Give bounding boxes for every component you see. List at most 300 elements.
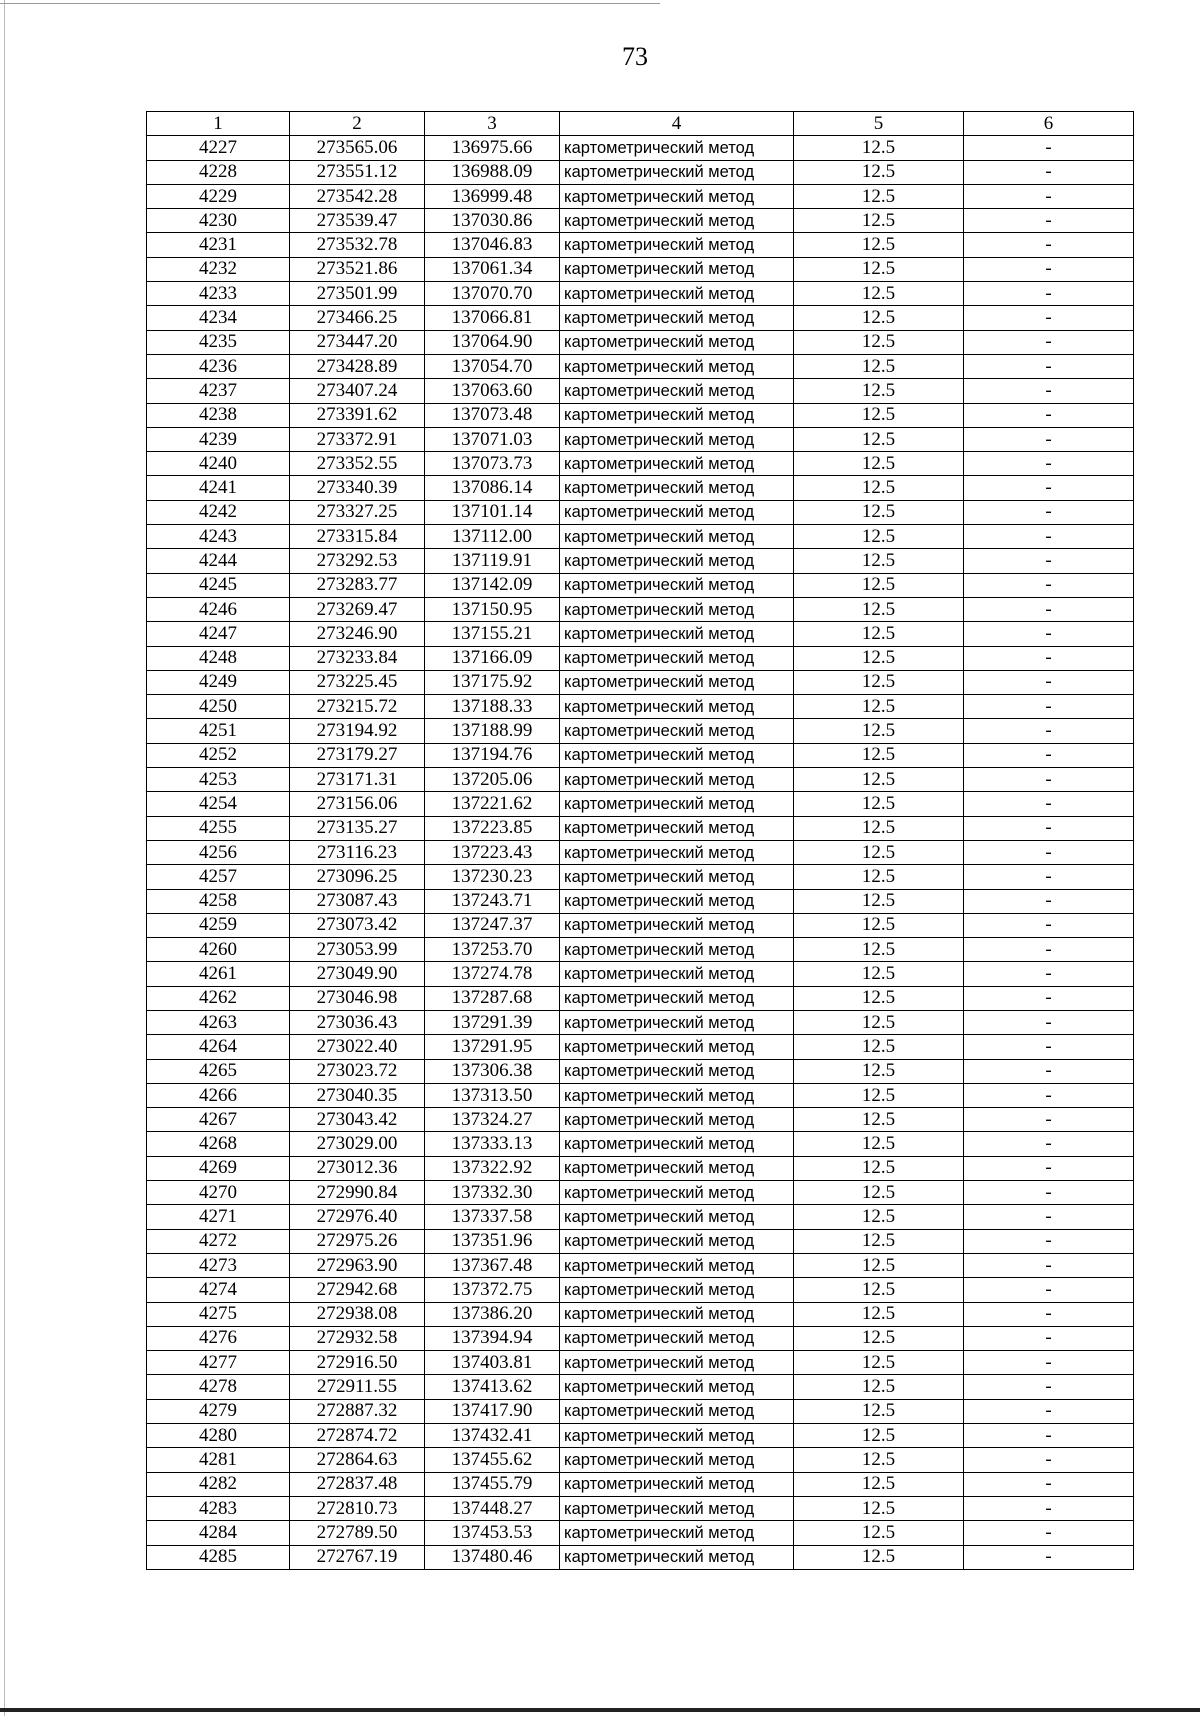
accuracy-cell: 12.5 <box>794 330 964 354</box>
point-number-cell: 4241 <box>147 476 290 500</box>
table-row <box>147 1108 1134 1132</box>
method-cell: картометрический метод <box>560 1253 794 1277</box>
method-cell: картометрический метод <box>560 1496 794 1520</box>
method-cell: картометрический метод <box>560 1108 794 1132</box>
point-number-cell: 4272 <box>147 1229 290 1253</box>
y-coordinate-cell: 137188.33 <box>425 695 560 719</box>
table-row <box>147 1278 1134 1302</box>
point-number-cell: 4259 <box>147 913 290 937</box>
description-cell: - <box>964 840 1134 864</box>
method-cell: картометрический метод <box>560 1205 794 1229</box>
accuracy-cell: 12.5 <box>794 1399 964 1423</box>
method-cell: картометрический метод <box>560 379 794 403</box>
table-row <box>147 1399 1134 1423</box>
description-cell: - <box>964 889 1134 913</box>
point-number-cell: 4263 <box>147 1010 290 1034</box>
table-row <box>147 1253 1134 1277</box>
method-cell: картометрический метод <box>560 1472 794 1496</box>
accuracy-cell: 12.5 <box>794 1326 964 1350</box>
table-row <box>147 1205 1134 1229</box>
method-cell: картометрический метод <box>560 257 794 281</box>
description-cell: - <box>964 1083 1134 1107</box>
table-row <box>147 427 1134 451</box>
point-number-cell: 4255 <box>147 816 290 840</box>
accuracy-cell: 12.5 <box>794 1448 964 1472</box>
point-number-cell: 4231 <box>147 233 290 257</box>
table-row <box>147 622 1134 646</box>
table-row <box>147 1545 1134 1569</box>
point-number-cell: 4264 <box>147 1035 290 1059</box>
y-coordinate-cell: 137166.09 <box>425 646 560 670</box>
accuracy-cell: 12.5 <box>794 1181 964 1205</box>
y-coordinate-cell: 137243.71 <box>425 889 560 913</box>
accuracy-cell: 12.5 <box>794 1108 964 1132</box>
description-cell: - <box>964 1448 1134 1472</box>
y-coordinate-cell: 137322.92 <box>425 1156 560 1180</box>
method-cell: картометрический метод <box>560 282 794 306</box>
point-number-cell: 4284 <box>147 1521 290 1545</box>
x-coordinate-cell: 273053.99 <box>290 938 425 962</box>
table-row <box>147 525 1134 549</box>
description-cell: - <box>964 1278 1134 1302</box>
method-cell: картометрический метод <box>560 1229 794 1253</box>
description-cell: - <box>964 330 1134 354</box>
point-number-cell: 4239 <box>147 427 290 451</box>
point-number-cell: 4280 <box>147 1424 290 1448</box>
point-number-cell: 4248 <box>147 646 290 670</box>
column-header: 3 <box>425 112 560 136</box>
table-row <box>147 816 1134 840</box>
table-row <box>147 913 1134 937</box>
point-number-cell: 4252 <box>147 743 290 767</box>
y-coordinate-cell: 137230.23 <box>425 865 560 889</box>
table-row <box>147 209 1134 233</box>
y-coordinate-cell: 137073.48 <box>425 403 560 427</box>
point-number-cell: 4273 <box>147 1253 290 1277</box>
table-row <box>147 476 1134 500</box>
x-coordinate-cell: 273551.12 <box>290 160 425 184</box>
accuracy-cell: 12.5 <box>794 597 964 621</box>
table-row <box>147 330 1134 354</box>
table-row <box>147 184 1134 208</box>
point-number-cell: 4285 <box>147 1545 290 1569</box>
x-coordinate-cell: 273340.39 <box>290 476 425 500</box>
y-coordinate-cell: 137287.68 <box>425 986 560 1010</box>
table-row <box>147 1010 1134 1034</box>
accuracy-cell: 12.5 <box>794 233 964 257</box>
x-coordinate-cell: 273040.35 <box>290 1083 425 1107</box>
x-coordinate-cell: 273171.31 <box>290 768 425 792</box>
accuracy-cell: 12.5 <box>794 525 964 549</box>
method-cell: картометрический метод <box>560 136 794 160</box>
x-coordinate-cell: 272789.50 <box>290 1521 425 1545</box>
scan-edge-bottom <box>0 1708 1200 1712</box>
accuracy-cell: 12.5 <box>794 1472 964 1496</box>
x-coordinate-cell: 273036.43 <box>290 1010 425 1034</box>
y-coordinate-cell: 137372.75 <box>425 1278 560 1302</box>
description-cell: - <box>964 549 1134 573</box>
y-coordinate-cell: 137086.14 <box>425 476 560 500</box>
y-coordinate-cell: 137351.96 <box>425 1229 560 1253</box>
accuracy-cell: 12.5 <box>794 476 964 500</box>
accuracy-cell: 12.5 <box>794 427 964 451</box>
description-cell: - <box>964 1253 1134 1277</box>
accuracy-cell: 12.5 <box>794 865 964 889</box>
x-coordinate-cell: 273269.47 <box>290 597 425 621</box>
y-coordinate-cell: 137221.62 <box>425 792 560 816</box>
point-number-cell: 4282 <box>147 1472 290 1496</box>
accuracy-cell: 12.5 <box>794 160 964 184</box>
table-row <box>147 1448 1134 1472</box>
x-coordinate-cell: 273073.42 <box>290 913 425 937</box>
y-coordinate-cell: 137394.94 <box>425 1326 560 1350</box>
description-cell: - <box>964 816 1134 840</box>
point-number-cell: 4283 <box>147 1496 290 1520</box>
method-cell: картометрический метод <box>560 1424 794 1448</box>
description-cell: - <box>964 257 1134 281</box>
method-cell: картометрический метод <box>560 1010 794 1034</box>
x-coordinate-cell: 272864.63 <box>290 1448 425 1472</box>
method-cell: картометрический метод <box>560 938 794 962</box>
description-cell: - <box>964 1035 1134 1059</box>
accuracy-cell: 12.5 <box>794 1035 964 1059</box>
x-coordinate-cell: 272911.55 <box>290 1375 425 1399</box>
table-row <box>147 1472 1134 1496</box>
description-cell: - <box>964 1496 1134 1520</box>
x-coordinate-cell: 272975.26 <box>290 1229 425 1253</box>
method-cell: картометрический метод <box>560 670 794 694</box>
accuracy-cell: 12.5 <box>794 1229 964 1253</box>
y-coordinate-cell: 137386.20 <box>425 1302 560 1326</box>
x-coordinate-cell: 273565.06 <box>290 136 425 160</box>
accuracy-cell: 12.5 <box>794 938 964 962</box>
x-coordinate-cell: 273501.99 <box>290 282 425 306</box>
description-cell: - <box>964 1156 1134 1180</box>
description-cell: - <box>964 233 1134 257</box>
accuracy-cell: 12.5 <box>794 768 964 792</box>
x-coordinate-cell: 273135.27 <box>290 816 425 840</box>
description-cell: - <box>964 184 1134 208</box>
y-coordinate-cell: 137324.27 <box>425 1108 560 1132</box>
description-cell: - <box>964 1545 1134 1569</box>
table-row <box>147 719 1134 743</box>
description-cell: - <box>964 670 1134 694</box>
accuracy-cell: 12.5 <box>794 743 964 767</box>
method-cell: картометрический метод <box>560 768 794 792</box>
y-coordinate-cell: 137071.03 <box>425 427 560 451</box>
table-row <box>147 792 1134 816</box>
point-number-cell: 4232 <box>147 257 290 281</box>
table-row <box>147 379 1134 403</box>
point-number-cell: 4260 <box>147 938 290 962</box>
accuracy-cell: 12.5 <box>794 792 964 816</box>
y-coordinate-cell: 137291.95 <box>425 1035 560 1059</box>
x-coordinate-cell: 273215.72 <box>290 695 425 719</box>
x-coordinate-cell: 272837.48 <box>290 1472 425 1496</box>
method-cell: картометрический метод <box>560 1059 794 1083</box>
table-row <box>147 889 1134 913</box>
point-number-cell: 4233 <box>147 282 290 306</box>
x-coordinate-cell: 273049.90 <box>290 962 425 986</box>
description-cell: - <box>964 719 1134 743</box>
accuracy-cell: 12.5 <box>794 816 964 840</box>
description-cell: - <box>964 1181 1134 1205</box>
accuracy-cell: 12.5 <box>794 1351 964 1375</box>
table-row <box>147 1351 1134 1375</box>
accuracy-cell: 12.5 <box>794 1059 964 1083</box>
accuracy-cell: 12.5 <box>794 695 964 719</box>
x-coordinate-cell: 273315.84 <box>290 525 425 549</box>
accuracy-cell: 12.5 <box>794 986 964 1010</box>
y-coordinate-cell: 137063.60 <box>425 379 560 403</box>
point-number-cell: 4229 <box>147 184 290 208</box>
point-number-cell: 4227 <box>147 136 290 160</box>
point-number-cell: 4244 <box>147 549 290 573</box>
point-number-cell: 4253 <box>147 768 290 792</box>
point-number-cell: 4251 <box>147 719 290 743</box>
method-cell: картометрический метод <box>560 1326 794 1350</box>
x-coordinate-cell: 272887.32 <box>290 1399 425 1423</box>
method-cell: картометрический метод <box>560 1521 794 1545</box>
description-cell: - <box>964 452 1134 476</box>
y-coordinate-cell: 137205.06 <box>425 768 560 792</box>
scan-edge-top <box>0 3 660 4</box>
accuracy-cell: 12.5 <box>794 573 964 597</box>
description-cell: - <box>964 768 1134 792</box>
y-coordinate-cell: 137066.81 <box>425 306 560 330</box>
table-row <box>147 1156 1134 1180</box>
table-row <box>147 768 1134 792</box>
method-cell: картометрический метод <box>560 986 794 1010</box>
table-row <box>147 695 1134 719</box>
point-number-cell: 4235 <box>147 330 290 354</box>
description-cell: - <box>964 282 1134 306</box>
table-row <box>147 573 1134 597</box>
x-coordinate-cell: 273292.53 <box>290 549 425 573</box>
y-coordinate-cell: 137223.43 <box>425 840 560 864</box>
x-coordinate-cell: 273116.23 <box>290 840 425 864</box>
point-number-cell: 4278 <box>147 1375 290 1399</box>
accuracy-cell: 12.5 <box>794 403 964 427</box>
table-row <box>147 646 1134 670</box>
y-coordinate-cell: 137150.95 <box>425 597 560 621</box>
accuracy-cell: 12.5 <box>794 622 964 646</box>
description-cell: - <box>964 573 1134 597</box>
method-cell: картометрический метод <box>560 184 794 208</box>
description-cell: - <box>964 1302 1134 1326</box>
description-cell: - <box>964 865 1134 889</box>
y-coordinate-cell: 137112.00 <box>425 525 560 549</box>
table-row <box>147 306 1134 330</box>
accuracy-cell: 12.5 <box>794 1545 964 1569</box>
description-cell: - <box>964 913 1134 937</box>
method-cell: картометрический метод <box>560 816 794 840</box>
method-cell: картометрический метод <box>560 1545 794 1569</box>
point-number-cell: 4262 <box>147 986 290 1010</box>
table-row <box>147 1302 1134 1326</box>
x-coordinate-cell: 273246.90 <box>290 622 425 646</box>
point-number-cell: 4265 <box>147 1059 290 1083</box>
point-number-cell: 4269 <box>147 1156 290 1180</box>
accuracy-cell: 12.5 <box>794 889 964 913</box>
description-cell: - <box>964 986 1134 1010</box>
table-row <box>147 282 1134 306</box>
description-cell: - <box>964 1472 1134 1496</box>
table-row <box>147 1375 1134 1399</box>
point-number-cell: 4281 <box>147 1448 290 1472</box>
x-coordinate-cell: 273542.28 <box>290 184 425 208</box>
y-coordinate-cell: 137367.48 <box>425 1253 560 1277</box>
table-row <box>147 500 1134 524</box>
accuracy-cell: 12.5 <box>794 719 964 743</box>
point-number-cell: 4242 <box>147 500 290 524</box>
x-coordinate-cell: 273156.06 <box>290 792 425 816</box>
method-cell: картометрический метод <box>560 1448 794 1472</box>
x-coordinate-cell: 272767.19 <box>290 1545 425 1569</box>
point-number-cell: 4254 <box>147 792 290 816</box>
y-coordinate-cell: 137333.13 <box>425 1132 560 1156</box>
description-cell: - <box>964 695 1134 719</box>
description-cell: - <box>964 525 1134 549</box>
method-cell: картометрический метод <box>560 1132 794 1156</box>
point-number-cell: 4230 <box>147 209 290 233</box>
method-cell: картометрический метод <box>560 160 794 184</box>
y-coordinate-cell: 137223.85 <box>425 816 560 840</box>
point-number-cell: 4246 <box>147 597 290 621</box>
y-coordinate-cell: 137101.14 <box>425 500 560 524</box>
accuracy-cell: 12.5 <box>794 962 964 986</box>
method-cell: картометрический метод <box>560 233 794 257</box>
y-coordinate-cell: 137119.91 <box>425 549 560 573</box>
x-coordinate-cell: 272942.68 <box>290 1278 425 1302</box>
table-row <box>147 160 1134 184</box>
table-row <box>147 670 1134 694</box>
accuracy-cell: 12.5 <box>794 209 964 233</box>
method-cell: картометрический метод <box>560 1156 794 1180</box>
accuracy-cell: 12.5 <box>794 354 964 378</box>
x-coordinate-cell: 272963.90 <box>290 1253 425 1277</box>
accuracy-cell: 12.5 <box>794 1375 964 1399</box>
point-number-cell: 4245 <box>147 573 290 597</box>
description-cell: - <box>964 1351 1134 1375</box>
accuracy-cell: 12.5 <box>794 549 964 573</box>
x-coordinate-cell: 273521.86 <box>290 257 425 281</box>
description-cell: - <box>964 646 1134 670</box>
method-cell: картометрический метод <box>560 1399 794 1423</box>
y-coordinate-cell: 137070.70 <box>425 282 560 306</box>
accuracy-cell: 12.5 <box>794 1010 964 1034</box>
x-coordinate-cell: 272810.73 <box>290 1496 425 1520</box>
accuracy-cell: 12.5 <box>794 670 964 694</box>
x-coordinate-cell: 272916.50 <box>290 1351 425 1375</box>
coordinates-table <box>146 111 1134 1570</box>
x-coordinate-cell: 273043.42 <box>290 1108 425 1132</box>
y-coordinate-cell: 137194.76 <box>425 743 560 767</box>
column-header: 1 <box>147 112 290 136</box>
accuracy-cell: 12.5 <box>794 1521 964 1545</box>
accuracy-cell: 12.5 <box>794 840 964 864</box>
description-cell: - <box>964 379 1134 403</box>
point-number-cell: 4237 <box>147 379 290 403</box>
table-row <box>147 1326 1134 1350</box>
point-number-cell: 4238 <box>147 403 290 427</box>
y-coordinate-cell: 137247.37 <box>425 913 560 937</box>
y-coordinate-cell: 137432.41 <box>425 1424 560 1448</box>
y-coordinate-cell: 137046.83 <box>425 233 560 257</box>
description-cell: - <box>964 962 1134 986</box>
method-cell: картометрический метод <box>560 840 794 864</box>
y-coordinate-cell: 137403.81 <box>425 1351 560 1375</box>
y-coordinate-cell: 137337.58 <box>425 1205 560 1229</box>
x-coordinate-cell: 273029.00 <box>290 1132 425 1156</box>
method-cell: картометрический метод <box>560 889 794 913</box>
accuracy-cell: 12.5 <box>794 257 964 281</box>
x-coordinate-cell: 273372.91 <box>290 427 425 451</box>
method-cell: картометрический метод <box>560 1351 794 1375</box>
y-coordinate-cell: 137306.38 <box>425 1059 560 1083</box>
page-number: 73 <box>622 42 648 71</box>
description-cell: - <box>964 209 1134 233</box>
description-cell: - <box>964 1059 1134 1083</box>
x-coordinate-cell: 273046.98 <box>290 986 425 1010</box>
y-coordinate-cell: 136988.09 <box>425 160 560 184</box>
x-coordinate-cell: 273407.24 <box>290 379 425 403</box>
scan-edge-left <box>4 0 5 1716</box>
method-cell: картометрический метод <box>560 962 794 986</box>
method-cell: картометрический метод <box>560 427 794 451</box>
x-coordinate-cell: 273022.40 <box>290 1035 425 1059</box>
point-number-cell: 4277 <box>147 1351 290 1375</box>
y-coordinate-cell: 137054.70 <box>425 354 560 378</box>
method-cell: картометрический метод <box>560 1181 794 1205</box>
table-row <box>147 1229 1134 1253</box>
y-coordinate-cell: 137332.30 <box>425 1181 560 1205</box>
method-cell: картометрический метод <box>560 476 794 500</box>
method-cell: картометрический метод <box>560 525 794 549</box>
y-coordinate-cell: 137413.62 <box>425 1375 560 1399</box>
method-cell: картометрический метод <box>560 403 794 427</box>
method-cell: картометрический метод <box>560 306 794 330</box>
method-cell: картометрический метод <box>560 1278 794 1302</box>
point-number-cell: 4267 <box>147 1108 290 1132</box>
method-cell: картометрический метод <box>560 622 794 646</box>
y-coordinate-cell: 137155.21 <box>425 622 560 646</box>
x-coordinate-cell: 273023.72 <box>290 1059 425 1083</box>
accuracy-cell: 12.5 <box>794 1083 964 1107</box>
y-coordinate-cell: 137480.46 <box>425 1545 560 1569</box>
column-header: 5 <box>794 112 964 136</box>
point-number-cell: 4268 <box>147 1132 290 1156</box>
y-coordinate-cell: 137455.62 <box>425 1448 560 1472</box>
table-row <box>147 136 1134 160</box>
table-row <box>147 1424 1134 1448</box>
accuracy-cell: 12.5 <box>794 1496 964 1520</box>
method-cell: картометрический метод <box>560 1302 794 1326</box>
x-coordinate-cell: 273532.78 <box>290 233 425 257</box>
method-cell: картометрический метод <box>560 573 794 597</box>
table-row <box>147 597 1134 621</box>
table-row <box>147 549 1134 573</box>
table-row <box>147 257 1134 281</box>
description-cell: - <box>964 1108 1134 1132</box>
table-header-row <box>147 112 1134 136</box>
table-row <box>147 938 1134 962</box>
description-cell: - <box>964 136 1134 160</box>
method-cell: картометрический метод <box>560 500 794 524</box>
x-coordinate-cell: 273466.25 <box>290 306 425 330</box>
method-cell: картометрический метод <box>560 865 794 889</box>
method-cell: картометрический метод <box>560 330 794 354</box>
